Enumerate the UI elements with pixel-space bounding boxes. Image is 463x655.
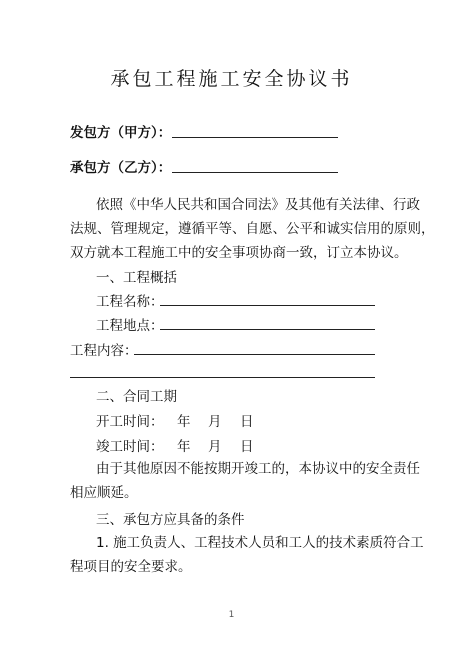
project-content-fill-line	[134, 354, 375, 355]
section-3-title: 三、承包方应具备的条件	[96, 512, 245, 528]
item-1-line: 1. 施工负责人、工程技术人员和工人的技术素质符合工	[96, 535, 424, 551]
item-1-line: 程项目的安全要求。	[70, 559, 192, 575]
intro-line: 依照《中华人民共和国合同法》及其他有关法律、行政	[96, 197, 420, 213]
party-a-fill-line	[172, 137, 338, 138]
end-time-label: 竣工时间：	[96, 439, 164, 455]
page-number: 1	[228, 610, 235, 620]
start-year: 年	[177, 414, 191, 430]
end-month: 月	[208, 439, 222, 455]
start-day: 日	[240, 414, 254, 430]
item-1-paragraph	[70, 531, 424, 579]
document-title: 承包工程施工安全协议书	[110, 68, 353, 90]
project-site-label: 工程地点：	[96, 318, 164, 334]
end-year: 年	[177, 439, 191, 455]
project-name-label: 工程名称：	[96, 294, 164, 310]
project-content-label: 工程内容：	[70, 343, 138, 359]
delay-paragraph	[70, 457, 420, 505]
party-b-label: 承包方（乙方）：	[70, 160, 172, 176]
section-1-title: 一、工程概括	[96, 270, 177, 286]
start-month: 月	[208, 414, 222, 430]
start-time-label: 开工时间：	[96, 414, 164, 430]
intro-line: 法规、管理规定，遵循平等、自愿、公平和诚实信用的原则，	[70, 221, 435, 237]
project-site-fill-line	[160, 329, 375, 330]
project-content-fill-line-2	[70, 377, 375, 378]
project-name-fill-line	[160, 305, 375, 306]
intro-line: 双方就本工程施工中的安全事项协商一致，订立本协议。	[70, 245, 408, 261]
party-b-fill-line	[172, 172, 338, 173]
delay-line: 相应顺延。	[70, 485, 138, 501]
party-a-label: 发包方（甲方）：	[70, 125, 172, 141]
end-day: 日	[240, 439, 254, 455]
delay-line: 由于其他原因不能按期开竣工的，本协议中的安全责任	[96, 461, 420, 477]
intro-paragraph	[70, 193, 435, 265]
section-2-title: 二、合同工期	[96, 389, 177, 405]
